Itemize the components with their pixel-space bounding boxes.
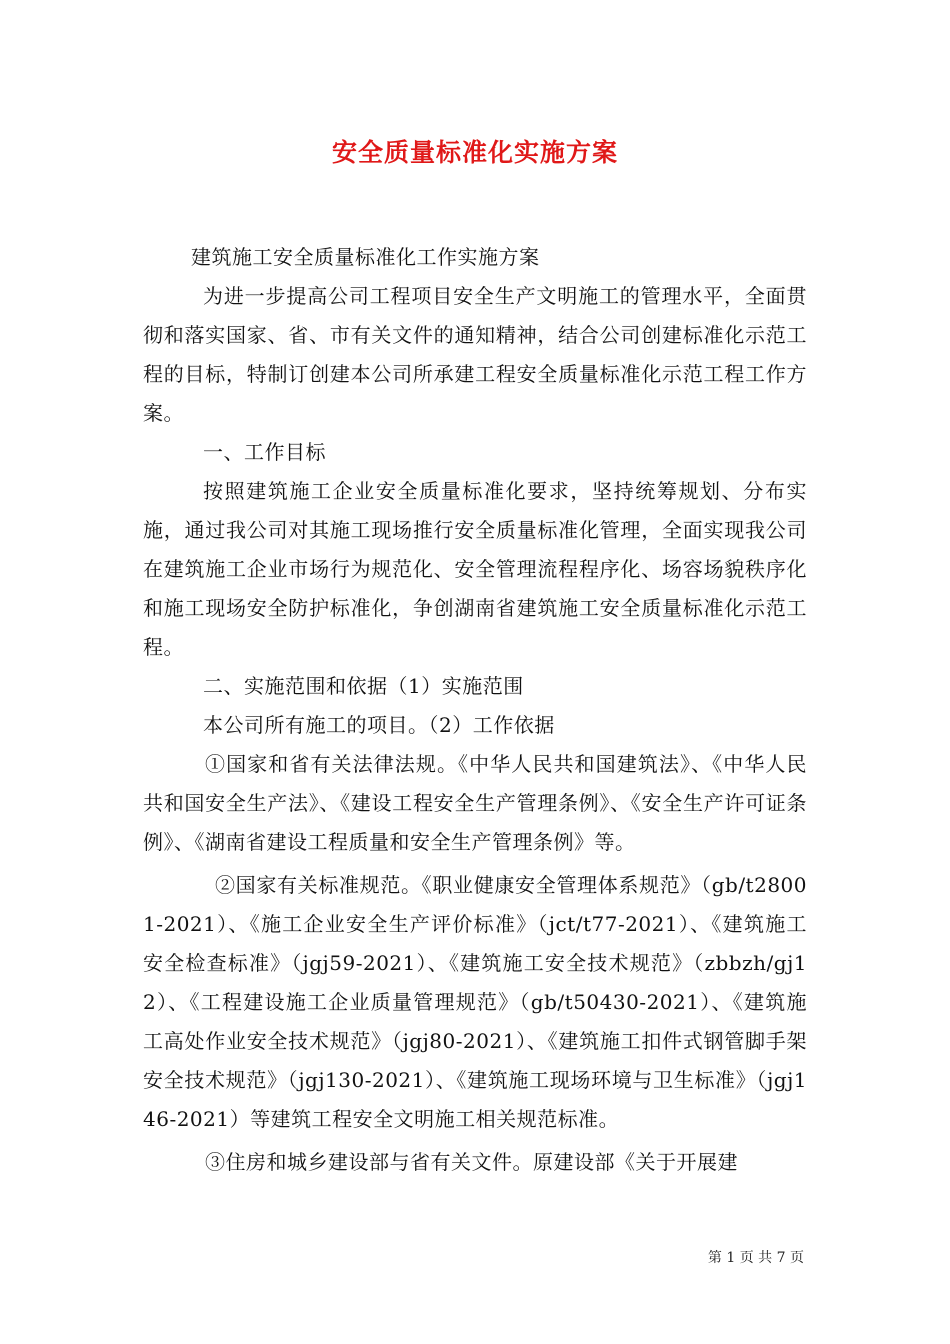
list-item-laws: ①国家和省有关法律法规。《中华人民共和国建筑法》、《中华人民共和国安全生产法》、《建设工程安全生产管理条例》、《安全生产许可证条例》、《湖南省建设工程质量和安全生产管理条例》等。 — [143, 752, 807, 854]
paragraph-goals: 按照建筑施工企业安全质量标准化要求，坚持统筹规划、分布实施，通过我公司对其施工现场推行安全质量标准化管理，全面实现我公司在建筑施工企业市场行为规范化、安全管理流程程序化、场容场貌秩序化和施工现场安全防护标准化，争创湖南省建筑施工安全质量标准化示范工程。 — [143, 479, 807, 659]
document-body — [143, 238, 807, 1182]
section-heading-goals: 一、工作目标 — [203, 440, 326, 464]
document-title: 安全质量标准化实施方案 — [331, 138, 618, 167]
document-subtitle: 建筑施工安全质量标准化工作实施方案 — [191, 245, 540, 269]
list-item-documents: ③住房和城乡建设部与省有关文件。原建设部《关于开展建 — [205, 1150, 738, 1174]
paragraph-scope: 本公司所有施工的项目。（2）工作依据 — [203, 713, 555, 737]
paragraph-intro: 为进一步提高公司工程项目安全生产文明施工的管理水平，全面贯彻和落实国家、省、市有关文件的通知精神，结合公司创建标准化示范工程的目标，特制订创建本公司所承建工程安全质量标准化示范工程工作方案。 — [143, 284, 807, 425]
section-heading-scope: 二、实施范围和依据（1）实施范围 — [203, 674, 524, 698]
page-number: 第 1 页 共 7 页 — [707, 1250, 804, 1266]
list-item-standards: ②国家有关标准规范。《职业健康安全管理体系规范》（gb/t28001-2021）、《施工企业安全生产评价标准》（jct/t77-2021）、《建筑施工安全检查标准》（jgj59-2021）、《建筑施工安全技术规范》（zbbzh/gj12）、《工程建设施工企业质量管理规范》（gb/t50430-2021）、《建筑施工高处作业安全技术规范》（jgj80-2021）、《建筑施工扣件式钢管脚手架安全技术规范》（jgj130-2021）、《建筑施工现场环境与卫生标准》（jgj146-2021）等建筑工程安全文明施工相关规范标准。 — [143, 873, 807, 1131]
